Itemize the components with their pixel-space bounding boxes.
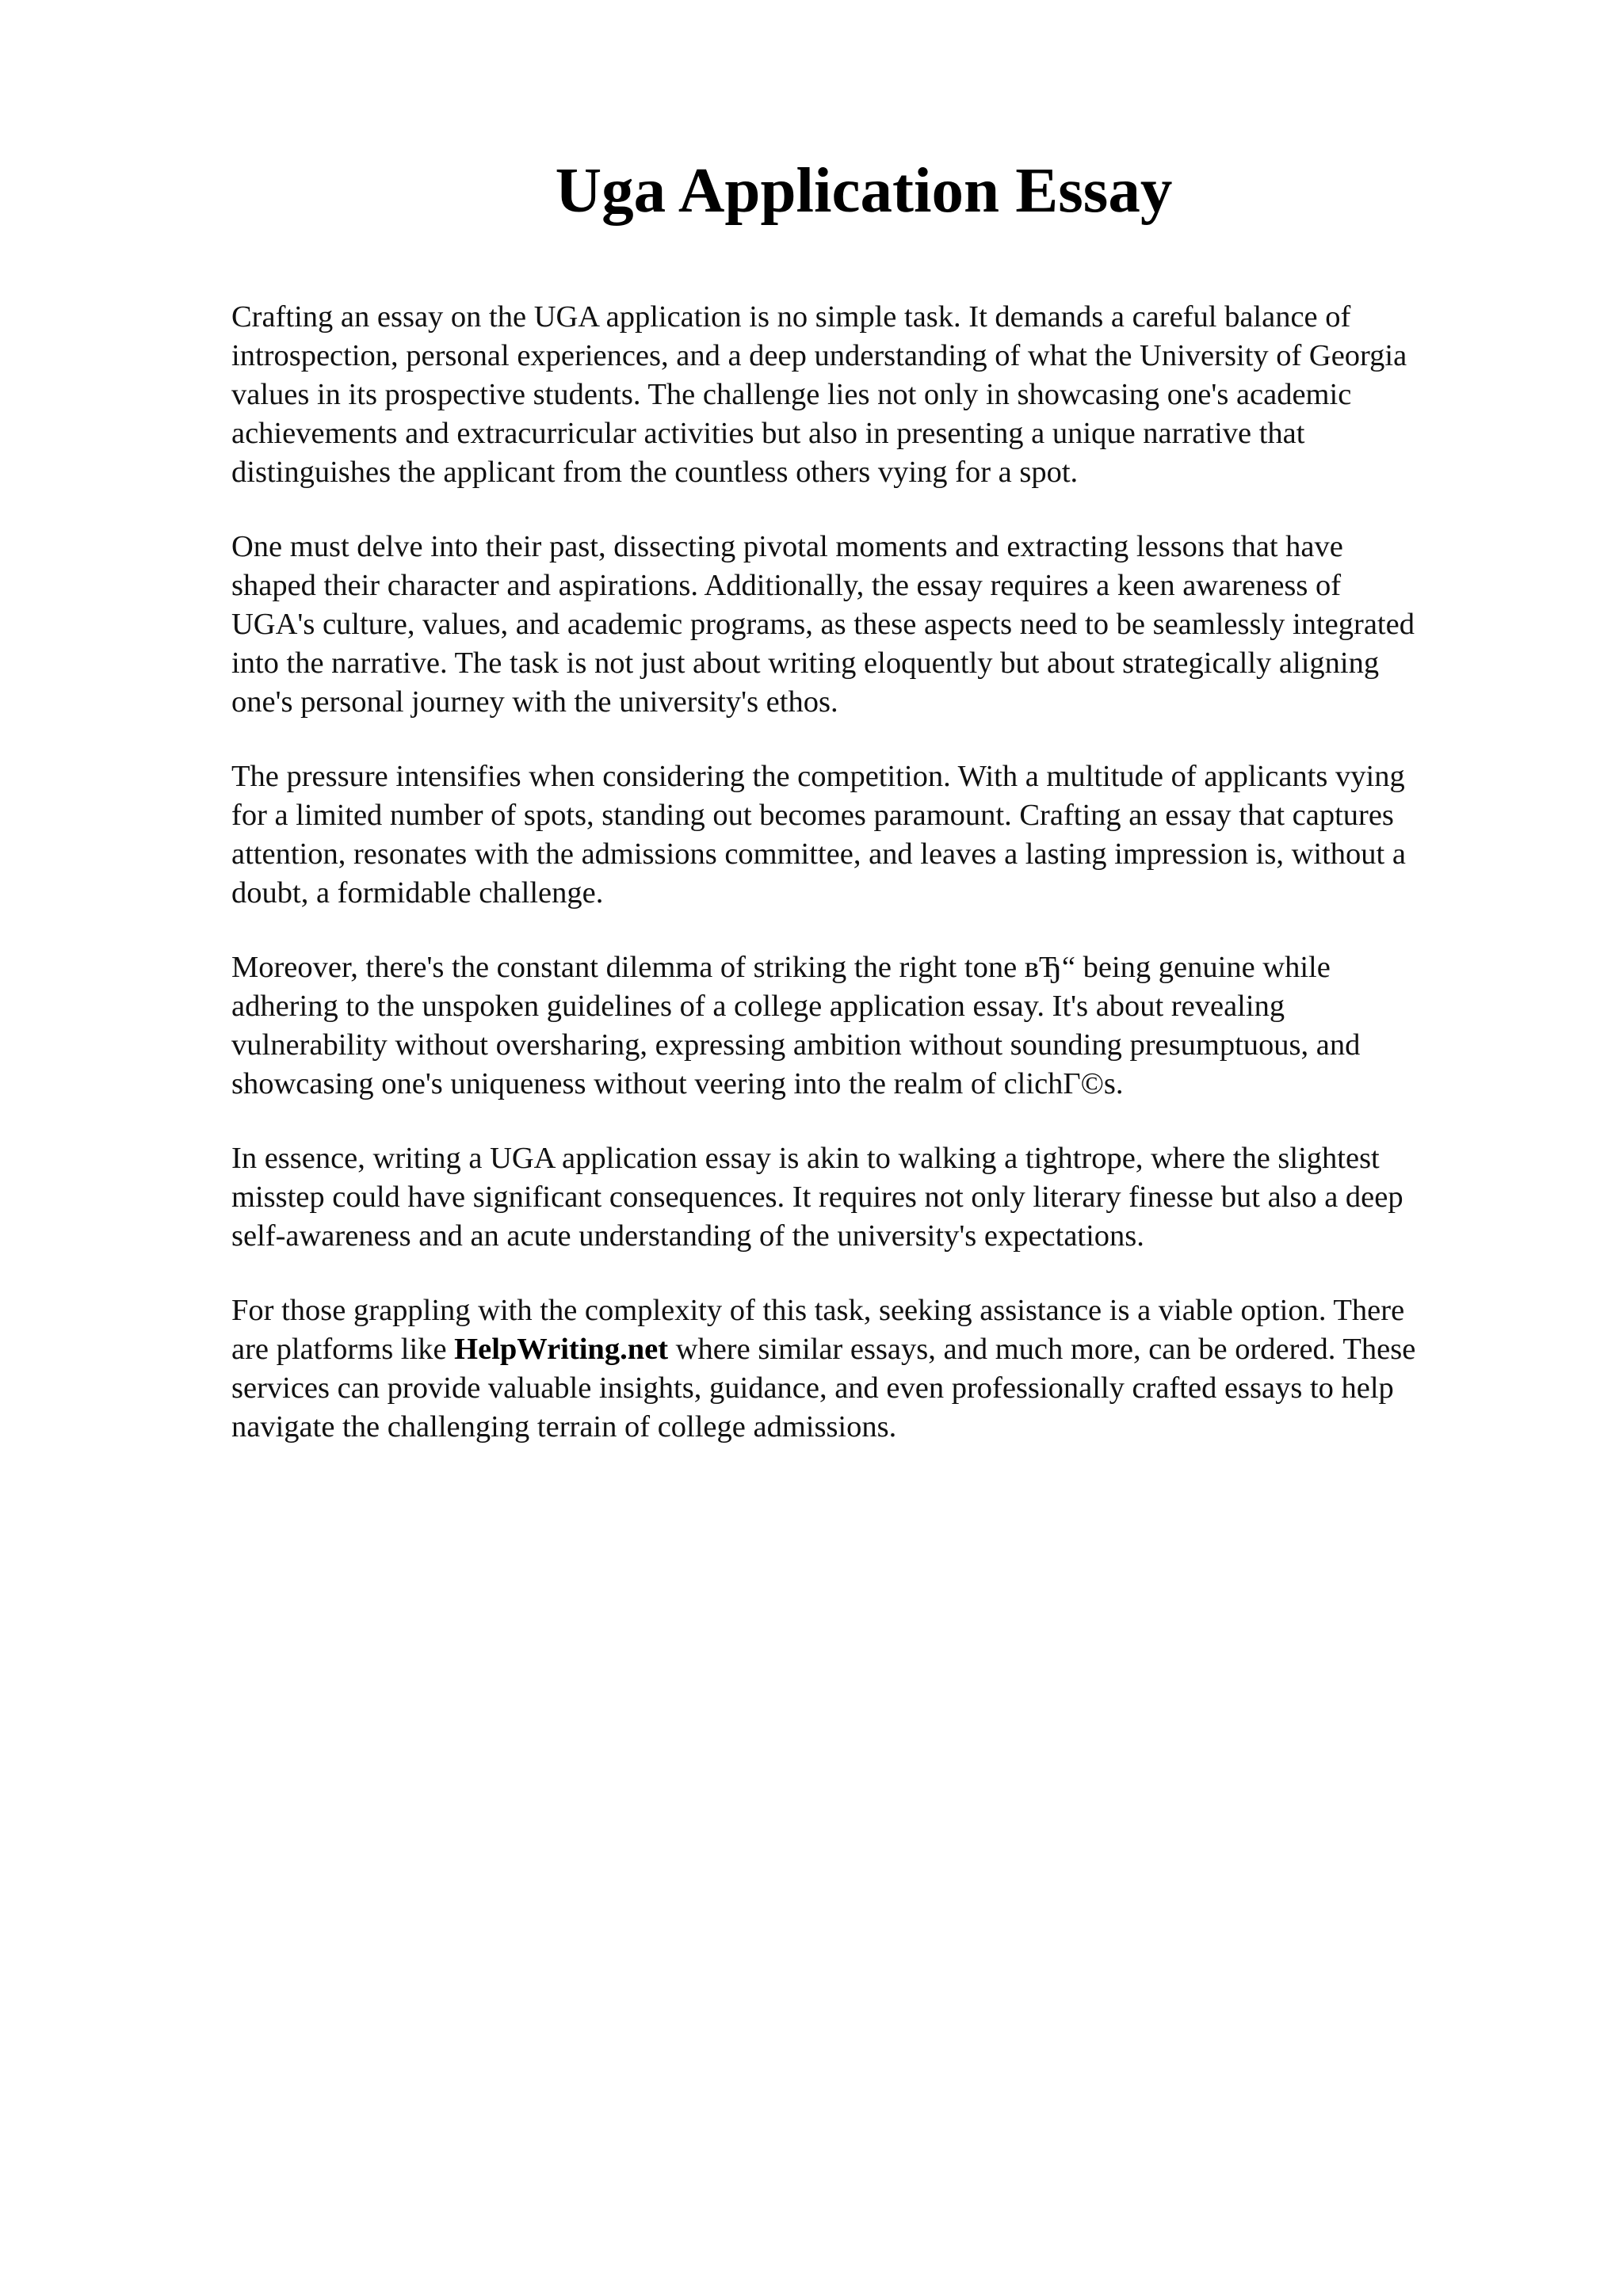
paragraph-line: shaped their character and aspirations. Additionally, the essay requires a keen awareness of <box>231 569 1342 602</box>
text-after-link: where similar essays, and much more, can be ordered. These <box>668 1333 1416 1366</box>
paragraph-line: attention, resonates with the admissions committee, and leaves a lasting impression is, without a <box>231 837 1406 871</box>
document-title: Uga Application Essay <box>555 154 1173 226</box>
paragraph-line: one's personal journey with the university's ethos. <box>231 685 838 719</box>
paragraph-line: distinguishes the applicant from the countless others vying for a spot. <box>231 456 1079 489</box>
paragraph-3 <box>231 757 1531 913</box>
paragraph-line: The pressure intensifies when considering the competition. With a multitude of applicants vying <box>231 760 1405 793</box>
paragraph-4 <box>231 948 1531 1104</box>
paragraph-line: navigate the challenging terrain of college admissions. <box>231 1410 897 1444</box>
paragraph-line: for a limited number of spots, standing out becomes paramount. Crafting an essay that captures <box>231 799 1394 832</box>
paragraph-1 <box>231 298 1531 492</box>
paragraph-line: In essence, writing a UGA application essay is akin to walking a tightrope, where the slightest <box>231 1142 1380 1175</box>
paragraph-line: self-awareness and an acute understanding of the university's expectations. <box>231 1219 1144 1253</box>
text-before-link: are platforms like <box>231 1333 455 1366</box>
paragraph-line: vulnerability without oversharing, expressing ambition without sounding presumptuous, and <box>231 1028 1361 1062</box>
paragraph-line: introspection, personal experiences, and a deep understanding of what the University of Georgia <box>231 339 1407 372</box>
helpwriting-link[interactable]: HelpWriting.net <box>454 1333 669 1366</box>
paragraph-line: values in its prospective students. The challenge lies not only in showcasing one's academic <box>231 378 1352 411</box>
paragraph-line: showcasing one's uniqueness without veering into the realm of clichГ©s. <box>231 1067 1124 1100</box>
paragraph-2 <box>231 528 1531 722</box>
paragraph-5 <box>231 1139 1531 1256</box>
paragraph-line: services can provide valuable insights, guidance, and even professionally crafted essays to help <box>231 1371 1394 1405</box>
essay-body <box>231 298 1531 1482</box>
paragraph-line: For those grappling with the complexity of this task, seeking assistance is a viable option. There <box>231 1294 1405 1327</box>
paragraph-line-with-link <box>231 1330 1531 1369</box>
paragraph-line: UGA's culture, values, and academic programs, as these aspects need to be seamlessly integrated <box>231 608 1415 641</box>
paragraph-line: misstep could have significant consequences. It requires not only literary finesse but also a deep <box>231 1180 1403 1214</box>
paragraph-6 <box>231 1291 1531 1447</box>
paragraph-line: adhering to the unspoken guidelines of a college application essay. It's about revealing <box>231 990 1285 1023</box>
paragraph-line: achievements and extracurricular activities but also in presenting a unique narrative that <box>231 417 1305 450</box>
paragraph-line: doubt, a formidable challenge. <box>231 876 604 910</box>
paragraph-line: into the narrative. The task is not just about writing eloquently but about strategically aligning <box>231 646 1380 680</box>
paragraph-line: Moreover, there's the constant dilemma of striking the right tone вЂ“ being genuine while <box>231 951 1331 984</box>
paragraph-line: One must delve into their past, dissecting pivotal moments and extracting lessons that have <box>231 530 1343 563</box>
paragraph-line: Crafting an essay on the UGA application is no simple task. It demands a careful balance of <box>231 300 1351 334</box>
